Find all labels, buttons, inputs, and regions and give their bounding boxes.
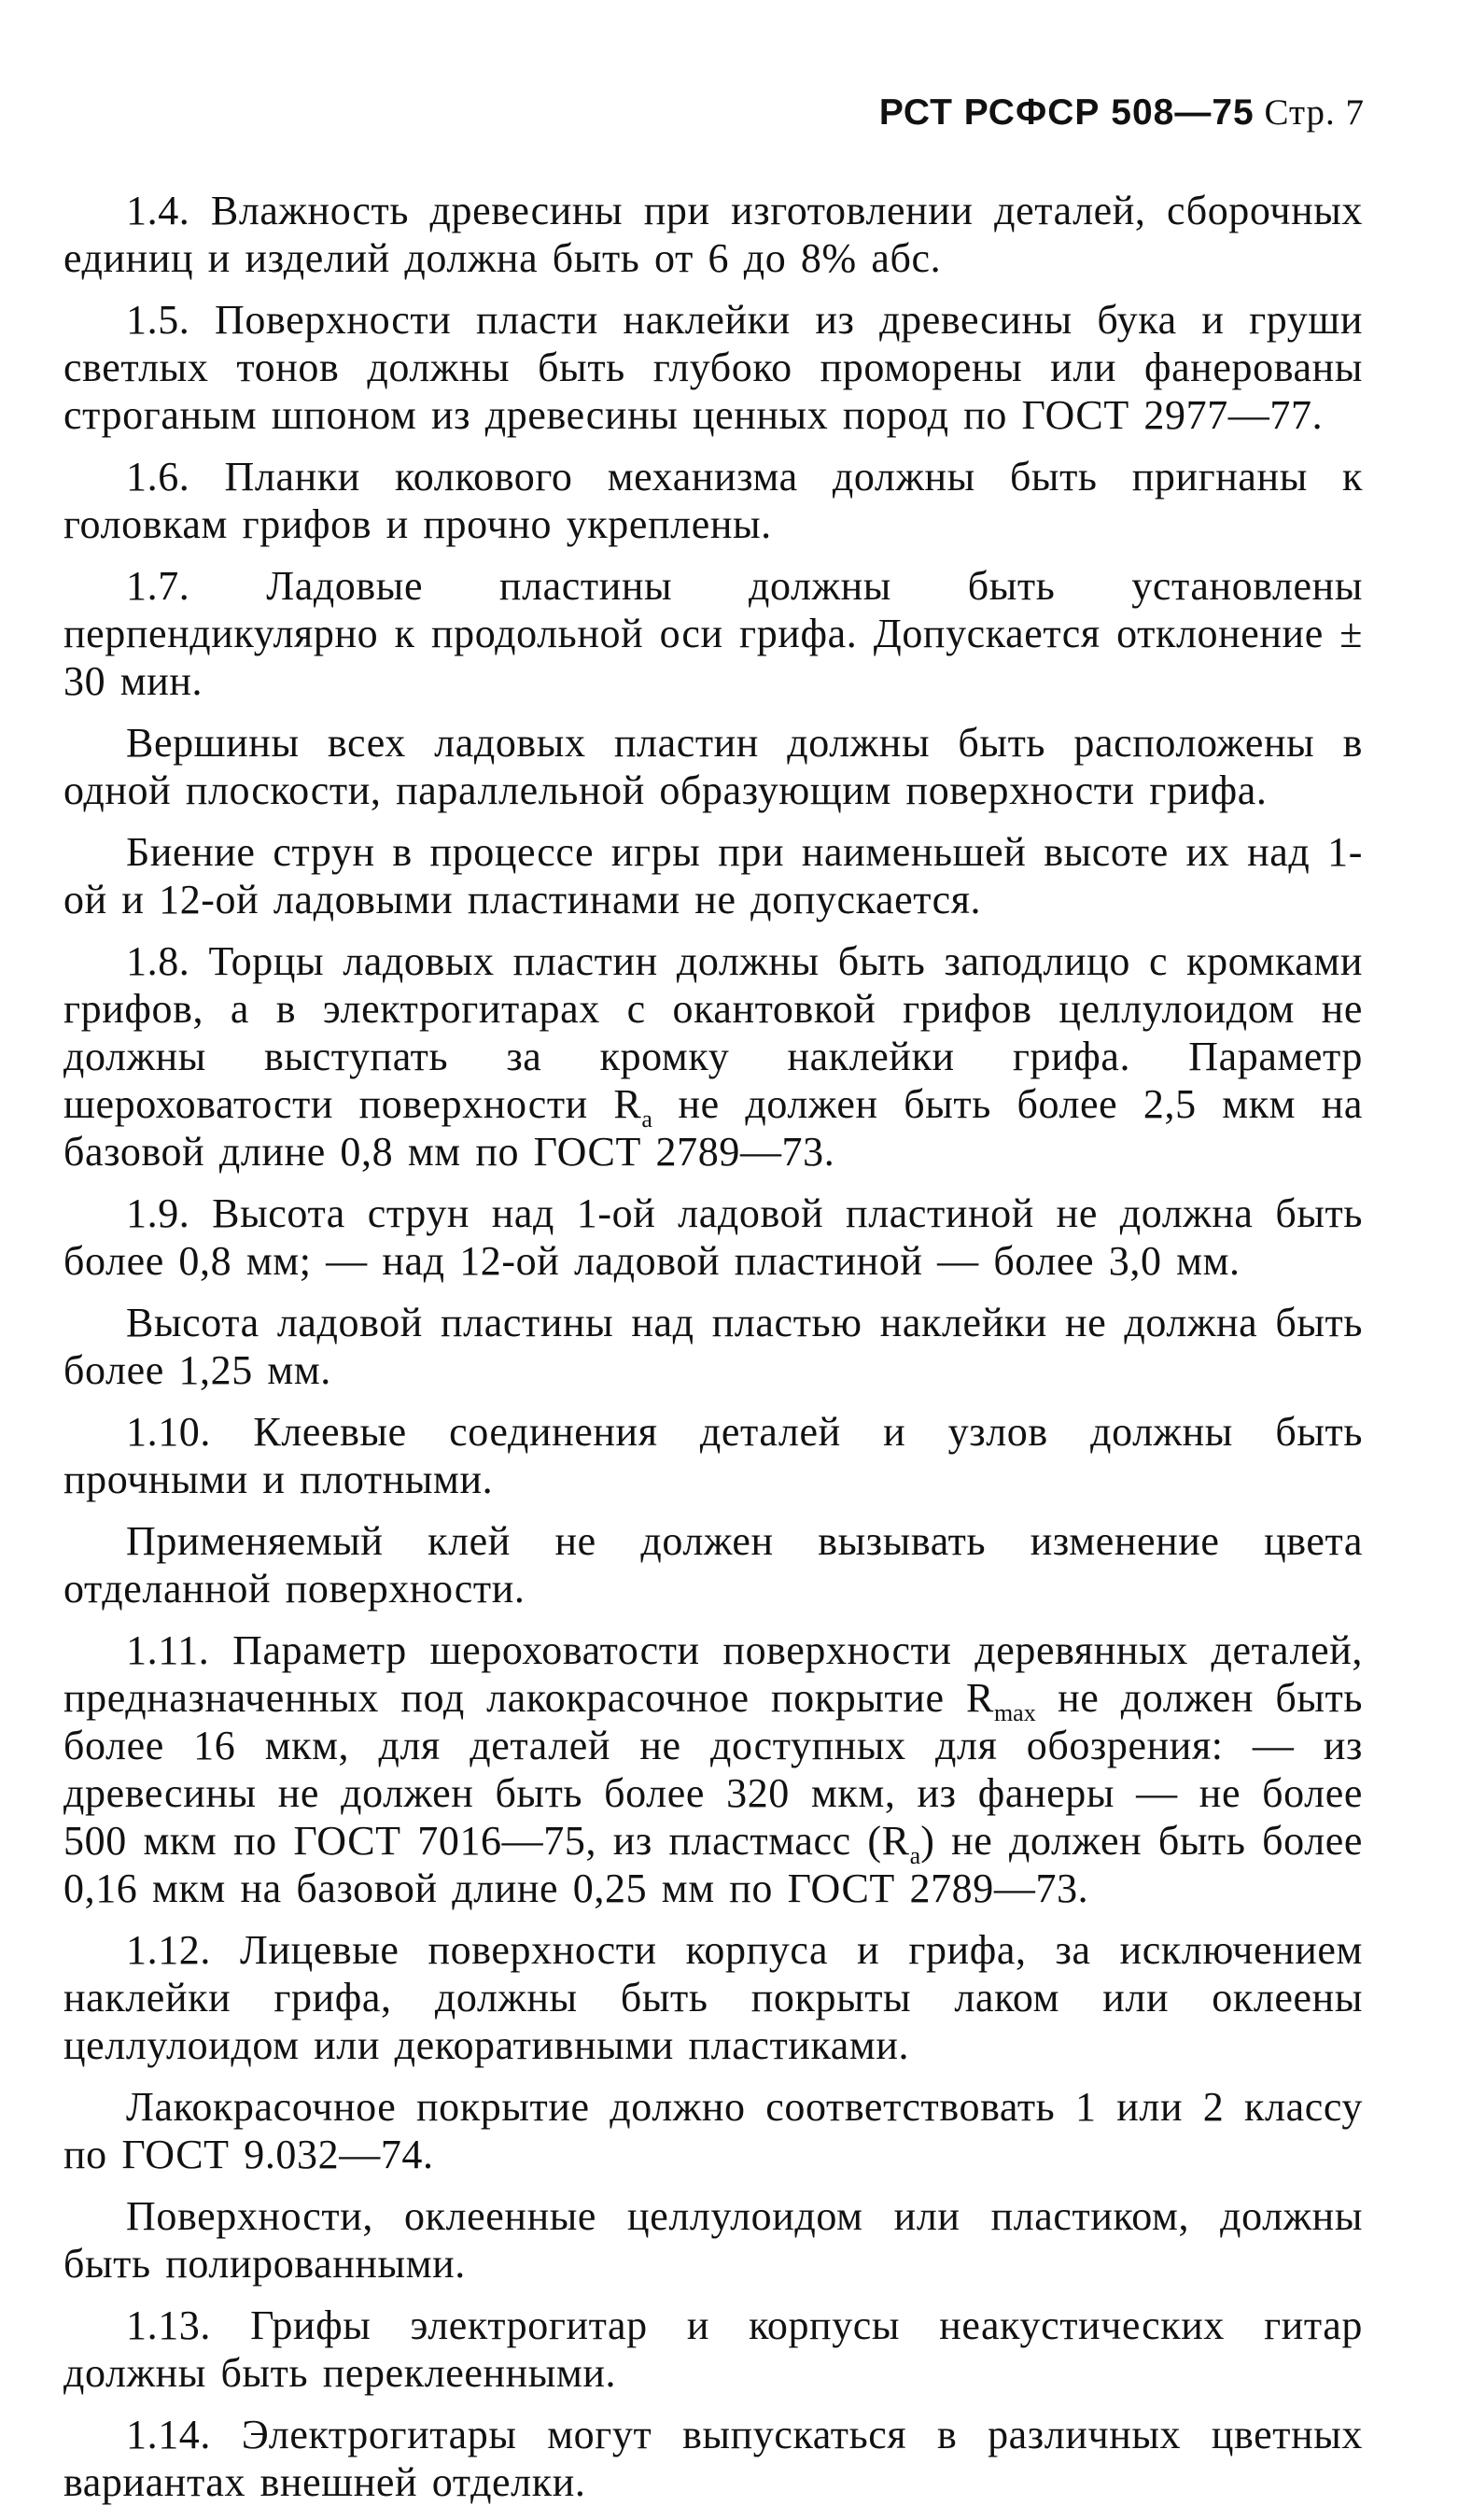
- clause-1-8: [63, 937, 1363, 1176]
- clause-1-8-subscript: a: [641, 1105, 652, 1133]
- clause-1-11-text-start: 1.11. Параметр шероховатости поверхности деревянных деталей, предназначенных под лакокрасочное покрытие R: [63, 1627, 1363, 1721]
- document-body: [63, 187, 1363, 2520]
- clause-1-5: 1.5. Поверхности пласти наклейки из древесины бука и груши светлых тонов должны быть глубоко проморены или фанерованы строганым шпоном из древесины ценных пород по ГОСТ 2977—77.: [63, 297, 1363, 438]
- clause-1-11-text-end: ) не должен быть более 0,16 мкм на базовой длине 0,25 мм по ГОСТ 2789—73.: [63, 1818, 1364, 1911]
- clause-1-8-text-end: не должен быть более 2,5 мкм на базовой длине 0,8 мм по ГОСТ 2789—73.: [63, 1081, 1363, 1175]
- clause-1-12: 1.12. Лицевые поверхности корпуса и грифа, за исключением наклейки грифа, должны быть покрыты лаком или оклеены целлулоидом или декоративными пластиками.: [63, 1927, 1363, 2068]
- page-number: Стр. 7: [1264, 92, 1365, 133]
- clause-1-4: 1.4. Влажность древесины при изготовлении деталей, сборочных единиц и изделий должна быть от 6 до 8% абс.: [63, 188, 1363, 281]
- clause-1-10-glue: Применяемый клей не должен вызывать изменение цвета отделанной поверхности.: [63, 1518, 1363, 1612]
- clause-1-13: 1.13. Грифы электрогитар и корпусы неакустических гитар должны быть переклеенными.: [63, 2302, 1363, 2396]
- page-header: [879, 92, 1365, 134]
- clause-1-6: 1.6. Планки колкового механизма должны быть пригнаны к головкам грифов и прочно укреплены.: [63, 454, 1363, 547]
- clause-1-7-frets-plane: Вершины всех ладовых пластин должны быть расположены в одной плоскости, параллельной образующим поверхности грифа.: [63, 720, 1363, 813]
- clause-1-10: 1.10. Клеевые соединения деталей и узлов должны быть прочными и плотными.: [63, 1409, 1363, 1502]
- clause-1-11-subscript-a: a: [909, 1841, 921, 1869]
- clause-1-7: 1.7. Ладовые пластины должны быть установлены перпендикулярно к продольной оси грифа. Допускается отклонение ± 30 мин.: [63, 563, 1363, 704]
- clause-1-11-text-middle: не должен быть более 16 мкм, для деталей не доступных для обозрения: — из древесины не должен быть более 320 мкм, из фанеры — не более 500 мкм по ГОСТ 7016—75, из пластмасс (R: [63, 1675, 1364, 1864]
- clause-1-11-subscript-max: max: [993, 1698, 1036, 1726]
- clause-1-9-fret-height: Высота ладовой пластины над пластью наклейки не должна быть более 1,25 мм.: [63, 1300, 1363, 1393]
- clause-1-12-polished: Поверхности, оклеенные целлулоидом или пластиком, должны быть полированными.: [63, 2193, 1363, 2287]
- clause-1-8-text-start: 1.8. Торцы ладовых пластин должны быть заподлицо с кромками грифов, а в электрогитарах с окантовкой грифов целлулоидом не должны выступать за кромку наклейки грифа. Параметр шероховатости поверхности R: [63, 938, 1363, 1127]
- clause-1-9: 1.9. Высота струн над 1-ой ладовой пластиной не должна быть более 0,8 мм; — над 12-ой ладовой пластиной — более 3,0 мм.: [63, 1190, 1363, 1284]
- clause-1-7-string-buzz: Биение струн в процессе игры при наименьшей высоте их над 1-ой и 12-ой ладовыми пластинами не допускается.: [63, 829, 1363, 922]
- clause-1-12-coating-class: Лакокрасочное покрытие должно соответствовать 1 или 2 классу по ГОСТ 9.032—74.: [63, 2084, 1363, 2177]
- clause-1-11: [63, 1626, 1363, 1912]
- clause-1-14: 1.14. Электрогитары могут выпускаться в различных цветных вариантах внешней отделки.: [63, 2412, 1363, 2505]
- standard-number: РСТ РСФСР 508—75: [878, 92, 1255, 133]
